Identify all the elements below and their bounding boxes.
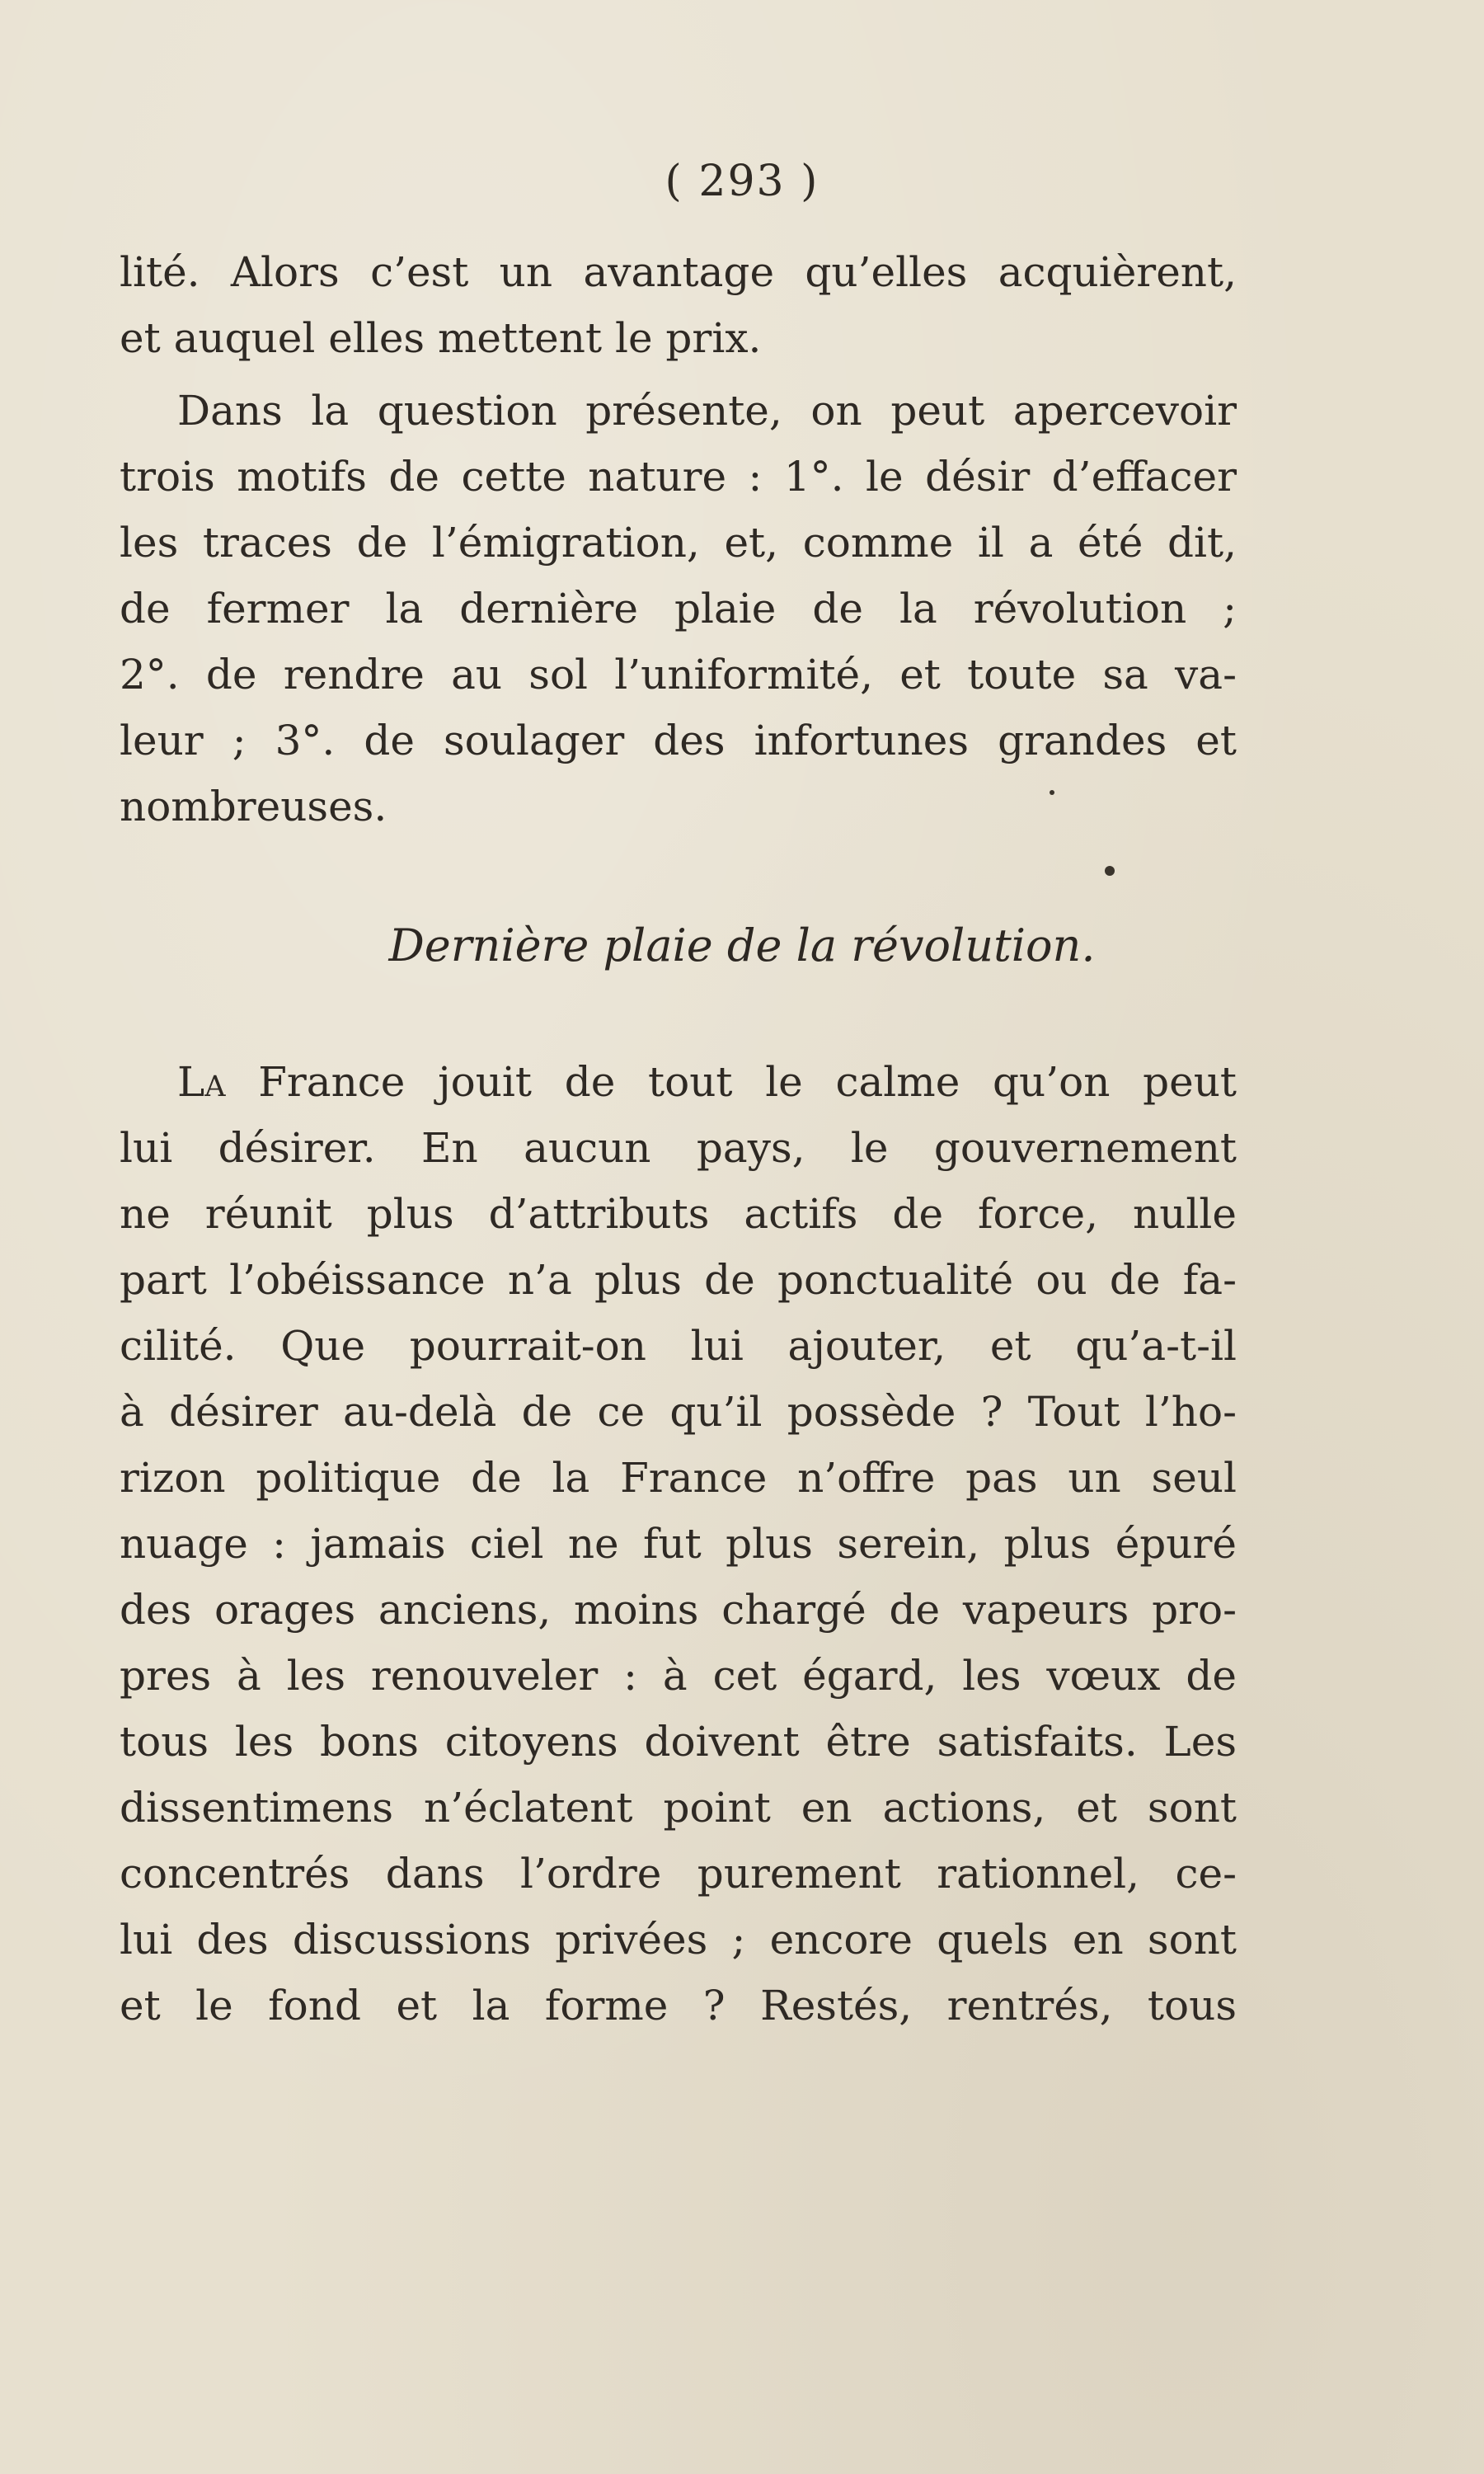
drop-word: La xyxy=(177,1058,226,1106)
paragraph-first-line xyxy=(177,1057,1237,1107)
first-line-rest: France jouit de tout le calme qu’on peut xyxy=(225,1058,1237,1106)
section-heading: Dernière plaie de la révolution. xyxy=(388,920,1096,971)
text-line: et auquel elles mettent le prix. xyxy=(120,314,762,362)
text-line: concentrés dans l’ordre purement rationnel, ce- xyxy=(120,1850,1237,1898)
text-line: dissentimens n’éclatent point en actions, et sont xyxy=(120,1784,1237,1832)
ink-speck xyxy=(1105,866,1115,876)
text-line: cilité. Que pourrait-on lui ajouter, et qu’a-t-il xyxy=(120,1322,1237,1370)
text-line: les traces de l’émigration, et, comme il a été dit, xyxy=(120,519,1237,567)
ink-speck xyxy=(1050,790,1054,795)
text-line: trois motifs de cette nature : 1°. le désir d’effacer xyxy=(120,453,1237,501)
text-line: à désirer au-delà de ce qu’il possède ? Tout l’ho- xyxy=(120,1388,1237,1436)
text-line: des orages anciens, moins chargé de vapeurs pro- xyxy=(120,1586,1237,1634)
text-line: lui des discussions privées ; encore quels en sont xyxy=(120,1916,1237,1964)
text-line: leur ; 3°. de soulager des infortunes grandes et xyxy=(120,717,1237,764)
text-line: rizon politique de la France n’offre pas un seul xyxy=(120,1454,1237,1502)
page-number: ( 293 ) xyxy=(665,157,819,206)
text-line: part l’obéissance n’a plus de ponctualité ou de fa- xyxy=(120,1256,1237,1304)
text-line: lité. Alors c’est un avantage qu’elles acquièrent, xyxy=(120,248,1237,296)
text-line: Dans la question présente, on peut apercevoir xyxy=(177,387,1237,435)
text-line: nuage : jamais ciel ne fut plus serein, plus épuré xyxy=(120,1520,1237,1568)
text-line: tous les bons citoyens doivent être satisfaits. Les xyxy=(120,1718,1237,1766)
text-line: lui désirer. En aucun pays, le gouvernement xyxy=(120,1124,1237,1172)
text-line: et le fond et la forme ? Restés, rentrés, tous xyxy=(120,1982,1237,2030)
text-line: ne réunit plus d’attributs actifs de force, nulle xyxy=(120,1190,1237,1238)
text-line: de fermer la dernière plaie de la révolution ; xyxy=(120,585,1237,633)
text-line: nombreuses. xyxy=(120,783,387,830)
text-line: 2°. de rendre au sol l’uniformité, et toute sa va- xyxy=(120,651,1237,698)
text-line: pres à les renouveler : à cet égard, les vœux de xyxy=(120,1652,1237,1700)
